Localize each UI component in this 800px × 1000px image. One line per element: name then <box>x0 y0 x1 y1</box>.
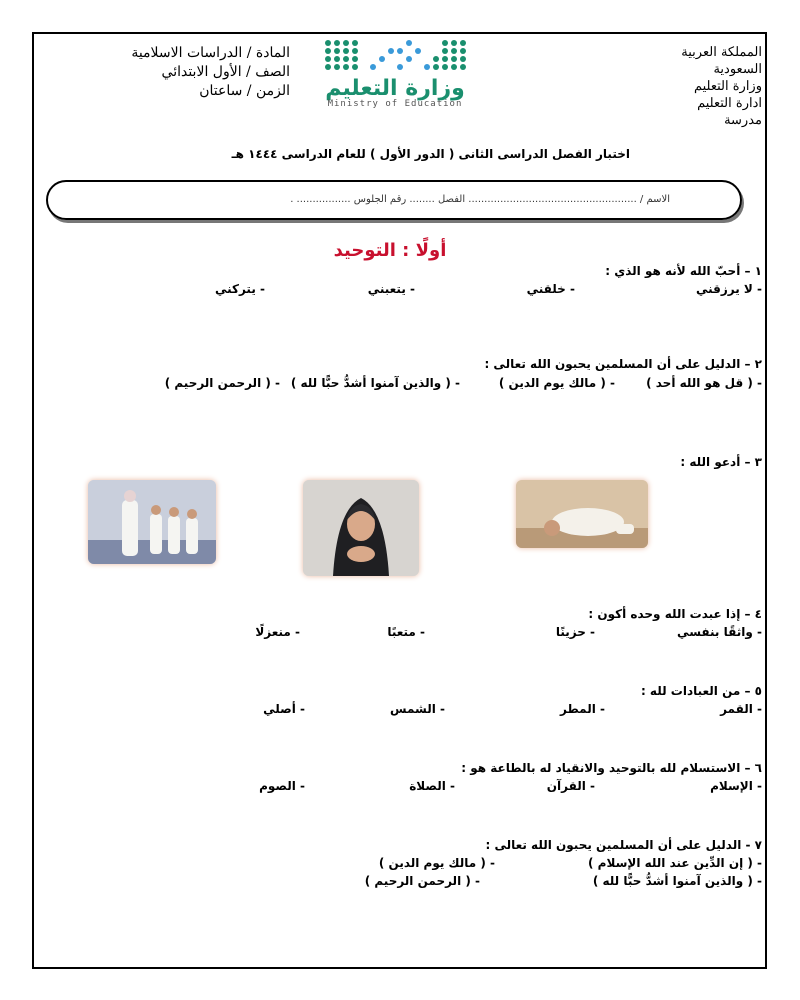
logo-dot <box>352 56 358 62</box>
logo-dot <box>361 64 367 70</box>
option: - منعزلًا <box>255 625 300 639</box>
logo-dot <box>424 64 430 70</box>
question-6: ٦ – الاستسلام لله بالتوحيد والانقياد له بالطاعة هو : <box>461 761 762 775</box>
logo-dot <box>460 48 466 54</box>
logo-dot <box>343 56 349 62</box>
subject-line: المادة / الدراسات الاسلامية <box>131 45 290 61</box>
option: - ( الرحمن الرحيم ) <box>164 376 280 390</box>
option: - المطر <box>560 702 605 716</box>
option: - الشمس <box>390 702 445 716</box>
logo-dot <box>352 48 358 54</box>
logo-dot <box>433 64 439 70</box>
student-info-box <box>46 180 742 220</box>
option: - خلقني <box>526 282 575 296</box>
logo-arabic-text: وزارة التعليم <box>325 76 465 101</box>
header-right-line: السعودية <box>713 62 762 77</box>
logo-dot <box>406 40 412 46</box>
logo-dot <box>460 64 466 70</box>
logo-dot <box>433 48 439 54</box>
option: - واثقًا بنفسي <box>677 625 762 639</box>
logo-dot <box>424 48 430 54</box>
logo-dot <box>415 56 421 62</box>
exam-title: اختبار الفصل الدراسى الثانى ( الدور الأول ) للعام الدراسى ١٤٤٤ هـ <box>231 147 630 161</box>
logo-dot <box>397 64 403 70</box>
logo-dot <box>343 64 349 70</box>
logo-dot <box>460 56 466 62</box>
logo-dots-icon <box>325 40 470 70</box>
option: - متعبًا <box>387 625 425 639</box>
prostrating-boy-photo <box>516 480 648 548</box>
option: - الصلاة <box>409 779 455 793</box>
option: - حزينًا <box>555 625 595 639</box>
logo-dot <box>334 56 340 62</box>
header-right-line: مدرسة <box>724 113 762 128</box>
grade-line: الصف / الأول الابتدائي <box>161 64 290 80</box>
student-info-line: الاسم / ..................................................... الفصل ........ رقم الجلوس ................. . <box>290 194 670 205</box>
logo-dot <box>460 40 466 46</box>
logo-dot <box>370 56 376 62</box>
logo-dot <box>451 40 457 46</box>
logo-dot <box>334 64 340 70</box>
header-right-line: المملكة العربية <box>681 45 762 60</box>
praying-girl-photo <box>303 480 419 576</box>
option: - لا يرزقني <box>695 282 762 296</box>
logo-dot <box>406 64 412 70</box>
logo-dot <box>388 56 394 62</box>
header-left-block <box>60 44 290 101</box>
logo-dot <box>442 56 448 62</box>
logo-dot <box>451 56 457 62</box>
logo-english-text: Ministry of Education <box>327 99 463 109</box>
header-right-line: ادارة التعليم <box>697 96 762 111</box>
logo-dot <box>433 56 439 62</box>
logo-dot <box>343 40 349 46</box>
option: - الصوم <box>259 779 305 793</box>
question-4: ٤ – إذا عبدت الله وحده أكون : <box>588 607 762 621</box>
logo-dot <box>397 56 403 62</box>
logo-dot <box>442 40 448 46</box>
option: - ( والذين آمنوا أشدُّ حبًّا لله ) <box>592 874 762 888</box>
logo-dot <box>325 40 331 46</box>
logo-dot <box>379 56 385 62</box>
logo-dot <box>433 40 439 46</box>
option: - ( إن الدِّين عند الله الإسلام ) <box>588 856 762 870</box>
logo-dot <box>424 40 430 46</box>
logo-dot <box>397 48 403 54</box>
question-7: ٧ - الدليل على أن المسلمين يحبون الله تعالى : <box>485 838 762 852</box>
option: - ( الرحمن الرحيم ) <box>364 874 480 888</box>
logo-dot <box>406 56 412 62</box>
option: - ( قل هو الله أحد ) <box>646 376 762 390</box>
logo-dot <box>343 48 349 54</box>
option: - ( مالك يوم الدين ) <box>378 856 495 870</box>
option: - ( مالك يوم الدين ) <box>498 376 615 390</box>
question-2: ٢ – الدليل على أن المسلمين يحبون الله تعالى : <box>484 357 762 371</box>
time-line: الزمن / ساعتان <box>199 83 290 99</box>
option: - الإسلام <box>710 779 762 793</box>
logo-dot <box>379 40 385 46</box>
option: - ( والذين آمنوا أشدُّ حبًّا لله ) <box>290 376 460 390</box>
logo-dot <box>325 64 331 70</box>
option: - يتركني <box>214 282 265 296</box>
logo-dot <box>442 48 448 54</box>
logo-dot <box>424 56 430 62</box>
logo-dot <box>442 64 448 70</box>
group-prayer-photo <box>88 480 216 564</box>
header-right-block <box>622 44 762 129</box>
question-3: ٣ – أدعو الله : <box>680 455 762 469</box>
logo-dot <box>451 64 457 70</box>
logo-dot <box>325 56 331 62</box>
logo-dot <box>388 48 394 54</box>
logo-dot <box>334 40 340 46</box>
ministry-logo <box>320 40 470 135</box>
logo-dot <box>379 64 385 70</box>
logo-dot <box>370 40 376 46</box>
logo-dot <box>361 40 367 46</box>
logo-dot <box>352 64 358 70</box>
logo-dot <box>406 48 412 54</box>
logo-dot <box>325 48 331 54</box>
logo-dot <box>370 64 376 70</box>
option: - القرآن <box>546 779 595 793</box>
logo-dot <box>397 40 403 46</box>
logo-dot <box>379 48 385 54</box>
logo-dot <box>388 40 394 46</box>
section-title: أولًا : التوحيد <box>333 240 447 261</box>
logo-dot <box>361 56 367 62</box>
logo-dot <box>334 48 340 54</box>
logo-dot <box>388 64 394 70</box>
logo-dot <box>361 48 367 54</box>
option: - أصلي <box>263 702 305 716</box>
logo-dot <box>451 48 457 54</box>
option: - يتعبني <box>367 282 415 296</box>
option: - القمر <box>720 702 762 716</box>
logo-dot <box>352 40 358 46</box>
question-1: ١ – أحبّ الله لأنه هو الذي : <box>605 264 762 278</box>
logo-dot <box>415 48 421 54</box>
logo-dot <box>415 40 421 46</box>
logo-dot <box>415 64 421 70</box>
logo-dot <box>370 48 376 54</box>
header-right-line: وزارة التعليم <box>693 79 762 94</box>
question-5: ٥ – من العبادات لله : <box>640 684 762 698</box>
